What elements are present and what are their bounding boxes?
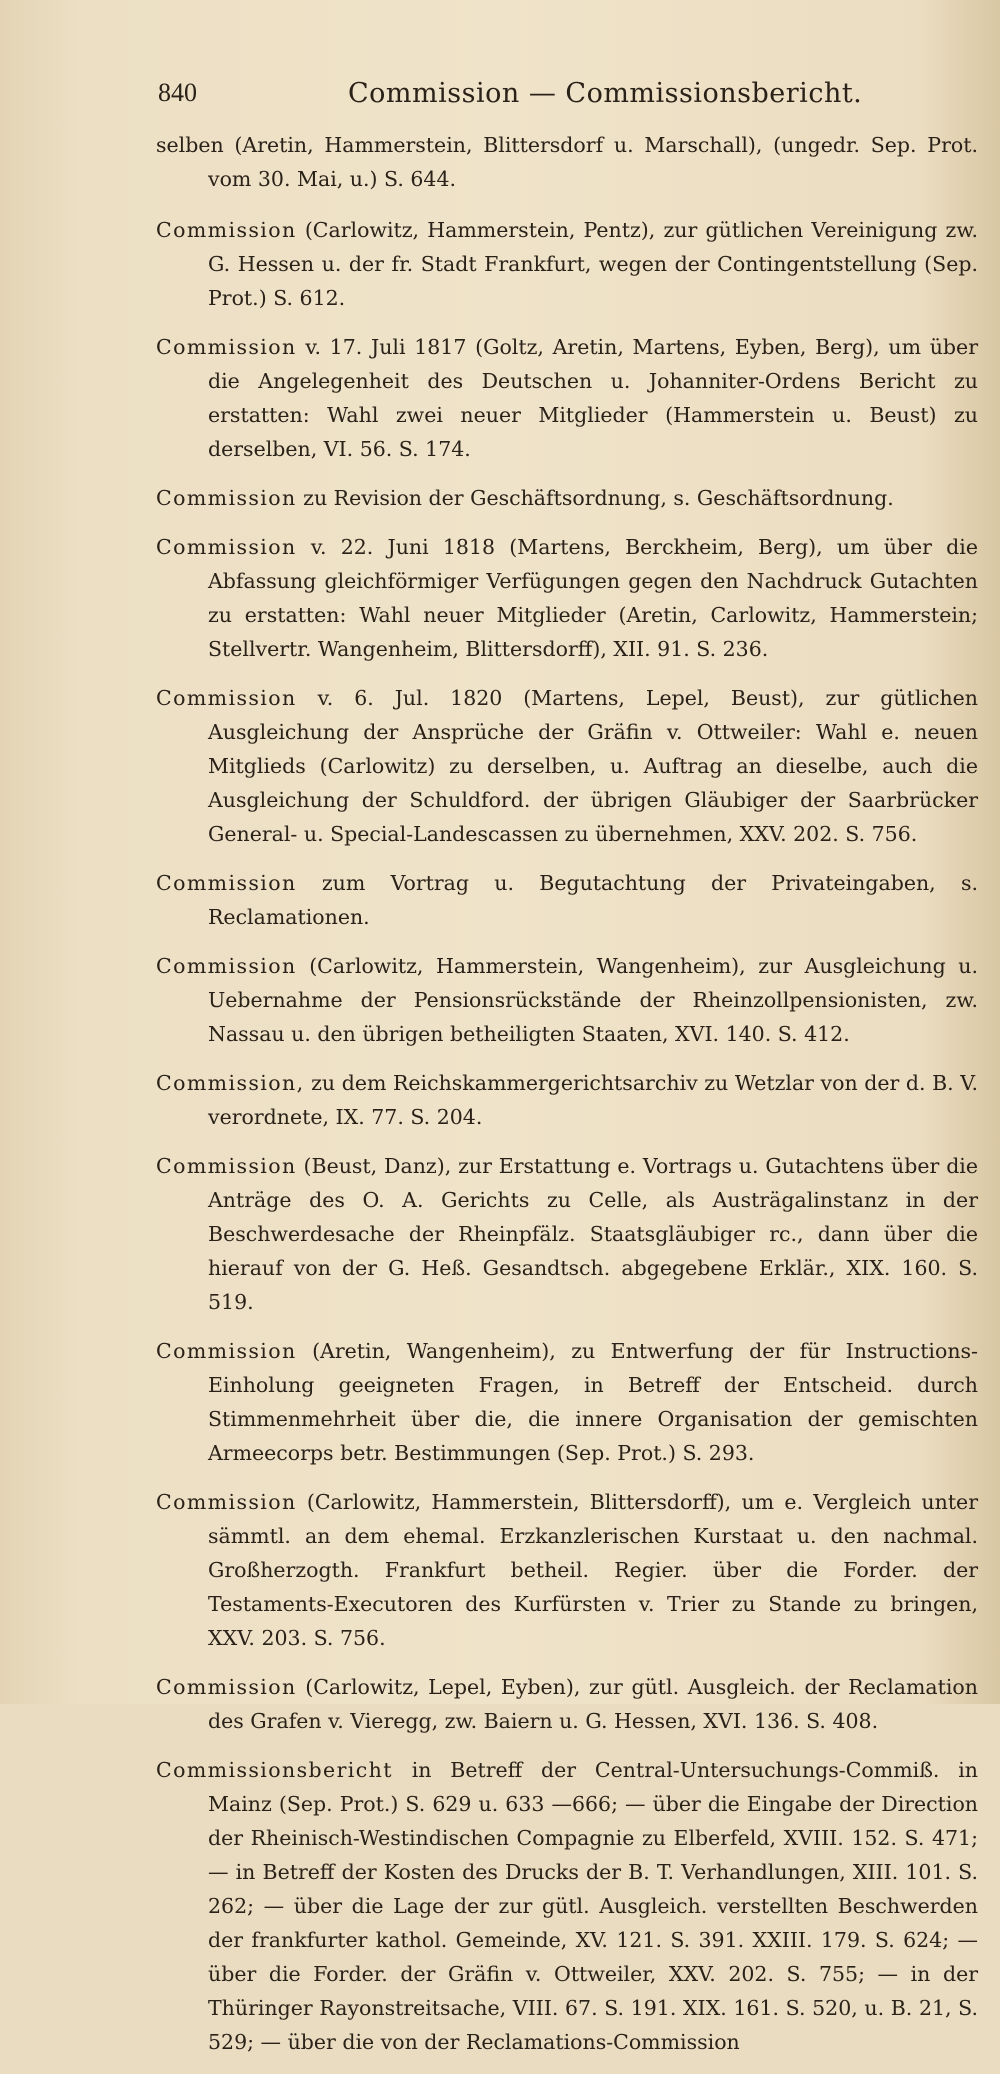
index-entry (156, 681, 978, 851)
entry-heading: Commission (156, 1490, 297, 1514)
index-entries (156, 128, 978, 2074)
entry-text: v. 17. Juli 1817 (Goltz, Aretin, Martens, Eyben, Berg), um über die Angelegenheit des Deutschen u. Johanniter-Ordens Bericht zu erstatten: Wahl zwei neuer Mitglieder (Hammerstein u. Beust) zu derselben, VI. 56. S. 174. (208, 335, 978, 461)
entry-text: v. 6. Jul. 1820 (Martens, Lepel, Beust), zur gütlichen Ausgleichung der Ansprüche der Gräfin v. Ottweiler: Wahl e. neuen Mitglieds (Carlowitz) zu derselben, u. Auftrag an dieselbe, auch die Ausgleichung der Schuldford. der übrigen Gläubiger der Saarbrücker General- u. Special-Landescassen zu übernehmen, XXV. 202. S. 756. (208, 686, 978, 846)
entry-heading: Commission (156, 1339, 297, 1363)
entry-text: (Aretin, Wangenheim), zu Entwerfung der für Instructions-Einholung geeigneten Fragen, in Betreff der Entscheid. durch Stimmenmehrheit über die, die innere Organisation der gemischten Armeecorps betr. Bestimmungen (Sep. Prot.) S. 293. (208, 1339, 978, 1465)
entry-heading: Commission (156, 218, 297, 242)
index-entry (156, 1334, 978, 1470)
index-entry (156, 1149, 978, 1319)
running-title: Commission — Commissionsbericht. (348, 78, 863, 109)
entry-heading: Commission (156, 335, 297, 359)
entry-heading: Commission (156, 1675, 297, 1699)
index-entry (156, 481, 978, 515)
index-entry (156, 1066, 978, 1134)
entry-heading: Commission (156, 1154, 297, 1178)
entry-heading: Commission (156, 871, 297, 895)
entry-text: (Carlowitz, Hammerstein, Pentz), zur gütlichen Vereinigung zw. G. Hessen u. der fr. Stadt Frankfurt, wegen der Contingentstellung (Sep. Prot.) S. 612. (208, 218, 978, 310)
entry-heading: Commission (156, 954, 297, 978)
index-entry (156, 530, 978, 666)
entry-heading: Commissionsbericht (156, 1758, 393, 1782)
entry-text: (Carlowitz, Hammerstein, Blittersdorff), um e. Vergleich unter sämmtl. an dem ehemal. Erzkanzlerischen Kurstaat u. den nachmal. Großherzogth. Frankfurt betheil. Regier. über die Forder. der Testaments-Executoren des Kurfürsten v. Trier zu Stande zu bringen, XXV. 203. S. 756. (208, 1490, 978, 1650)
index-entry (156, 330, 978, 466)
index-entry (156, 866, 978, 934)
entry-text: in Betreff der Central-Untersuchungs-Commiß. in Mainz (Sep. Prot.) S. 629 u. 633 —666; — über die Eingabe der Direction der Rheinisch-Westindischen Compagnie zu Elberfeld, XVIII. 152. S. 471; — in Betreff der Kosten des Drucks der B. T. Verhandlungen, XIII. 101. S. 262; — über die Lage der zur gütl. Ausgleich. verstellten Beschwerden der frankfurter kathol. Gemeinde, XV. 121. S. 391. XXIII. 179. S. 624; — über die Forder. der Gräfin v. Ottweiler, XXV. 202. S. 755; — in der Thüringer Rayonstreitsache, VIII. 67. S. 191. XIX. 161. S. 520, u. B. 21, S. 529; — über die von der Reclamations-Commission (208, 1758, 978, 2054)
entry-text: (Carlowitz, Hammerstein, Wangenheim), zur Ausgleichung u. Uebernahme der Pensionsrückstände der Rheinzollpensionisten, zw. Nassau u. den übrigen betheiligten Staaten, XVI. 140. S. 412. (208, 954, 978, 1046)
index-entry: selben (Aretin, Hammerstein, Blittersdorf u. Marschall), (ungedr. Sep. Prot. vom 30. Mai, u.) S. 644. (156, 133, 978, 191)
entry-heading: Commission (156, 486, 297, 510)
entry-text: zu dem Reichskammergerichtsarchiv zu Wetzlar von der d. B. V. verordnete, IX. 77. S. 204. (208, 1071, 978, 1129)
index-entry (156, 1670, 978, 1738)
entry-text: zu Revision der Geschäftsordnung, s. Geschäftsordnung. (303, 486, 894, 510)
page-number: 840 (158, 78, 197, 107)
entry-text: (Carlowitz, Lepel, Eyben), zur gütl. Ausgleich. der Reclamation des Grafen v. Vieregg, zw. Baiern u. G. Hessen, XVI. 136. S. 408. (208, 1675, 978, 1733)
entry-text: v. 22. Juni 1818 (Martens, Berckheim, Berg), um über die Abfassung gleichförmiger Verfügungen gegen den Nachdruck Gutachten zu erstatten: Wahl neuer Mitglieder (Aretin, Carlowitz, Hammerstein; Stellvertr. Wangenheim, Blittersdorff), XII. 91. S. 236. (208, 535, 978, 661)
entry-heading: Commission (156, 535, 297, 559)
index-entry (156, 1753, 978, 2059)
page-header (158, 78, 960, 118)
index-entry (156, 213, 978, 315)
entry-text: zum Vortrag u. Begutachtung der Privateingaben, s. Reclamationen. (208, 871, 978, 929)
index-entry (156, 1485, 978, 1655)
entry-heading: Commission, (156, 1071, 305, 1095)
entry-text: (Beust, Danz), zur Erstattung e. Vortrags u. Gutachtens über die Anträge des O. A. Gerichts zu Celle, als Austrägalinstanz in der Beschwerdesache der Rheinpfälz. Staatsgläubiger rc., dann über die hierauf von der G. Heß. Gesandtsch. abgegebene Erklär., XIX. 160. S. 519. (208, 1154, 978, 1314)
index-entry (156, 949, 978, 1051)
entry-heading: Commission (156, 686, 297, 710)
